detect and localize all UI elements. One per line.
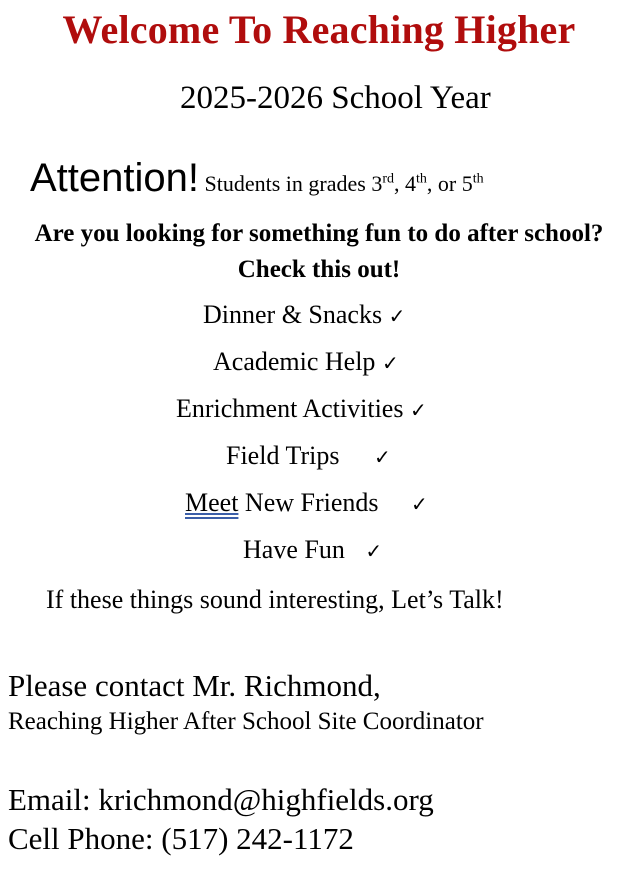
phone-text: Cell Phone: (517) 242-1172: [8, 821, 354, 856]
list-item: [185, 488, 428, 518]
attention-line: [30, 148, 484, 214]
check-icon: ✓: [411, 492, 428, 516]
page-title: Welcome To Reaching Higher: [62, 7, 576, 52]
email-text: Email: krichmond@highfields.org: [8, 782, 434, 817]
attention-headline: Attention!: [30, 156, 200, 200]
check-icon: ✓: [373, 445, 391, 469]
list-item-label: Dinner & Snacks: [203, 300, 383, 329]
list-item: [243, 535, 382, 565]
list-item: [203, 300, 405, 330]
list-item: [176, 394, 427, 424]
coordinator-role: Reaching Higher After School Site Coordinator: [8, 708, 484, 735]
list-item: [226, 441, 391, 471]
list-item-label: Field Trips: [226, 441, 340, 470]
list-item-label: Academic Help: [213, 347, 376, 376]
question-text: Are you looking for something fun to do after school? Check this out!: [34, 220, 604, 283]
school-year: 2025-2026 School Year: [180, 80, 491, 116]
check-icon: ✓: [388, 304, 406, 328]
grades-text: Students in grades 3rd, 4th, or 5th: [204, 171, 484, 196]
list-item-label: Meet New Friends: [185, 488, 379, 517]
list-item-label: Enrichment Activities: [176, 394, 404, 423]
spellcheck-word: Meet: [185, 488, 239, 517]
list-item-label: Have Fun: [243, 535, 345, 564]
contact-line: Please contact Mr. Richmond,: [8, 668, 381, 703]
closing-text: If these things sound interesting, Let’s Talk!: [46, 585, 504, 614]
list-item: [213, 347, 399, 377]
check-icon: ✓: [365, 539, 383, 563]
check-icon: ✓: [381, 351, 399, 375]
check-icon: ✓: [409, 398, 427, 422]
